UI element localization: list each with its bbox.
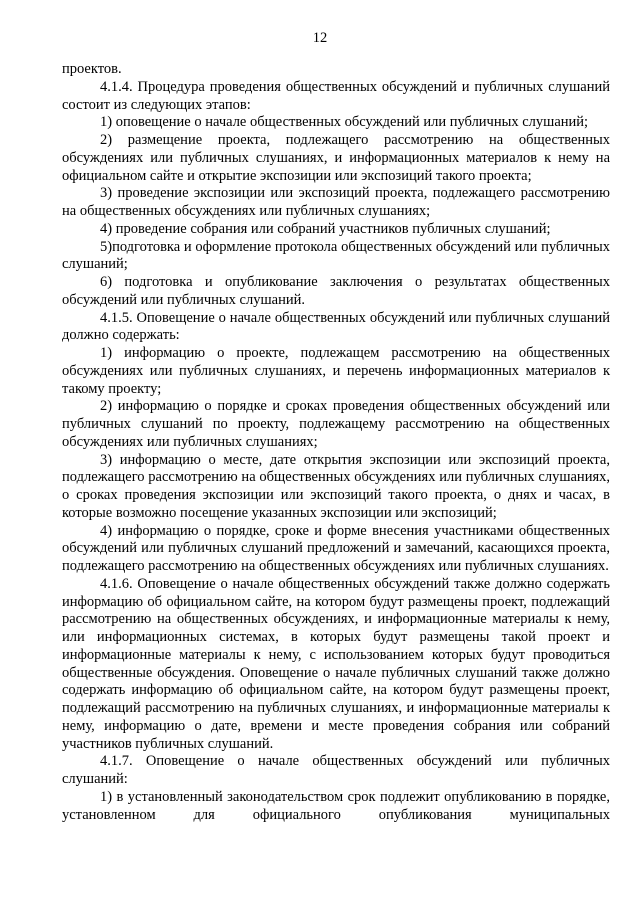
document-body [62, 61, 610, 824]
paragraph: 2) информацию о порядке и сроках проведения общественных обсуждений или публичных слушаний по проекту, подлежащему рассмотрению на общественных обсуждениях или публичных слушаниях; [62, 398, 610, 450]
paragraph: 5)подготовка и оформление протокола общественных обсуждений или публичных слушаний; [62, 238, 610, 273]
paragraph: 1) информацию о проекте, подлежащем рассмотрению на общественных обсуждениях или публичных слушаниях, и перечень информационных материалов к такому проекту; [62, 345, 610, 397]
paragraph: 1) в установленный законодательством срок подлежит опубликованию в порядке, установленном для официального опубликования муниципальных [62, 788, 610, 823]
paragraph: 6) подготовка и опубликование заключения о результатах общественных обсуждений или публичных слушаний. [62, 274, 610, 308]
paragraph: 4) информацию о порядке, сроке и форме внесения участниками общественных обсуждений или публичных слушаний предложений и замечаний, касающихся проекта, подлежащего рассмотрению на общественных обсуждениях или публичных слушаниях. [62, 522, 610, 574]
paragraph: проектов. [62, 61, 122, 77]
paragraph: 4.1.4. Процедура проведения общественных обсуждений и публичных слушаний состоит из следующих этапов: [62, 78, 610, 113]
page-number: 12 [312, 30, 328, 46]
paragraph: 2) размещение проекта, подлежащего рассмотрению на общественных обсуждениях или публичных слушаниях, и информационных материалов к нему на официальном сайте и открытие экспозиции или экспозиций такого проекта; [62, 132, 610, 184]
paragraph: 3) информацию о месте, дате открытия экспозиции или экспозиций проекта, подлежащего рассмотрению на общественных обсуждениях или публичных слушаниях, о сроках проведения экспозиции или экспозиций такого проекта, о днях и часах, в которые возможно посещение указанных экспозиции или экспозиций; [62, 451, 610, 521]
paragraph: 4.1.6. Оповещение о начале общественных обсуждений также должно содержать информацию об официальном сайте, на котором будут размещены проект, подлежащий рассмотрению на общественных обсуждениях, и информационные материалы к нему, или информационных системах, в которых будут размещены такой проект и информационные материалы к нему, с использованием которых будут проводиться общественные обсуждения. Оповещение о начале публичных слушаний также должно содержать информацию об официальном сайте, на котором будут размещены проект, подлежащий рассмотрению на публичных слушаниях, и информационные материалы к нему, информацию о дате, времени и месте проведения собрания или собраний участников публичных слушаний. [62, 575, 610, 752]
paragraph: 1) оповещение о начале общественных обсуждений или публичных слушаний; [100, 114, 589, 131]
paragraph: 4.1.7. Оповещение о начале общественных обсуждений или публичных слушаний: [62, 753, 610, 787]
paragraph: 4) проведение собрания или собраний участников публичных слушаний; [100, 220, 551, 237]
paragraph: 3) проведение экспозиции или экспозиций проекта, подлежащего рассмотрению на общественных обсуждениях или публичных слушаниях; [62, 185, 610, 219]
paragraph: 4.1.5. Оповещение о начале общественных обсуждений или публичных слушаний должно содержать: [62, 309, 610, 344]
